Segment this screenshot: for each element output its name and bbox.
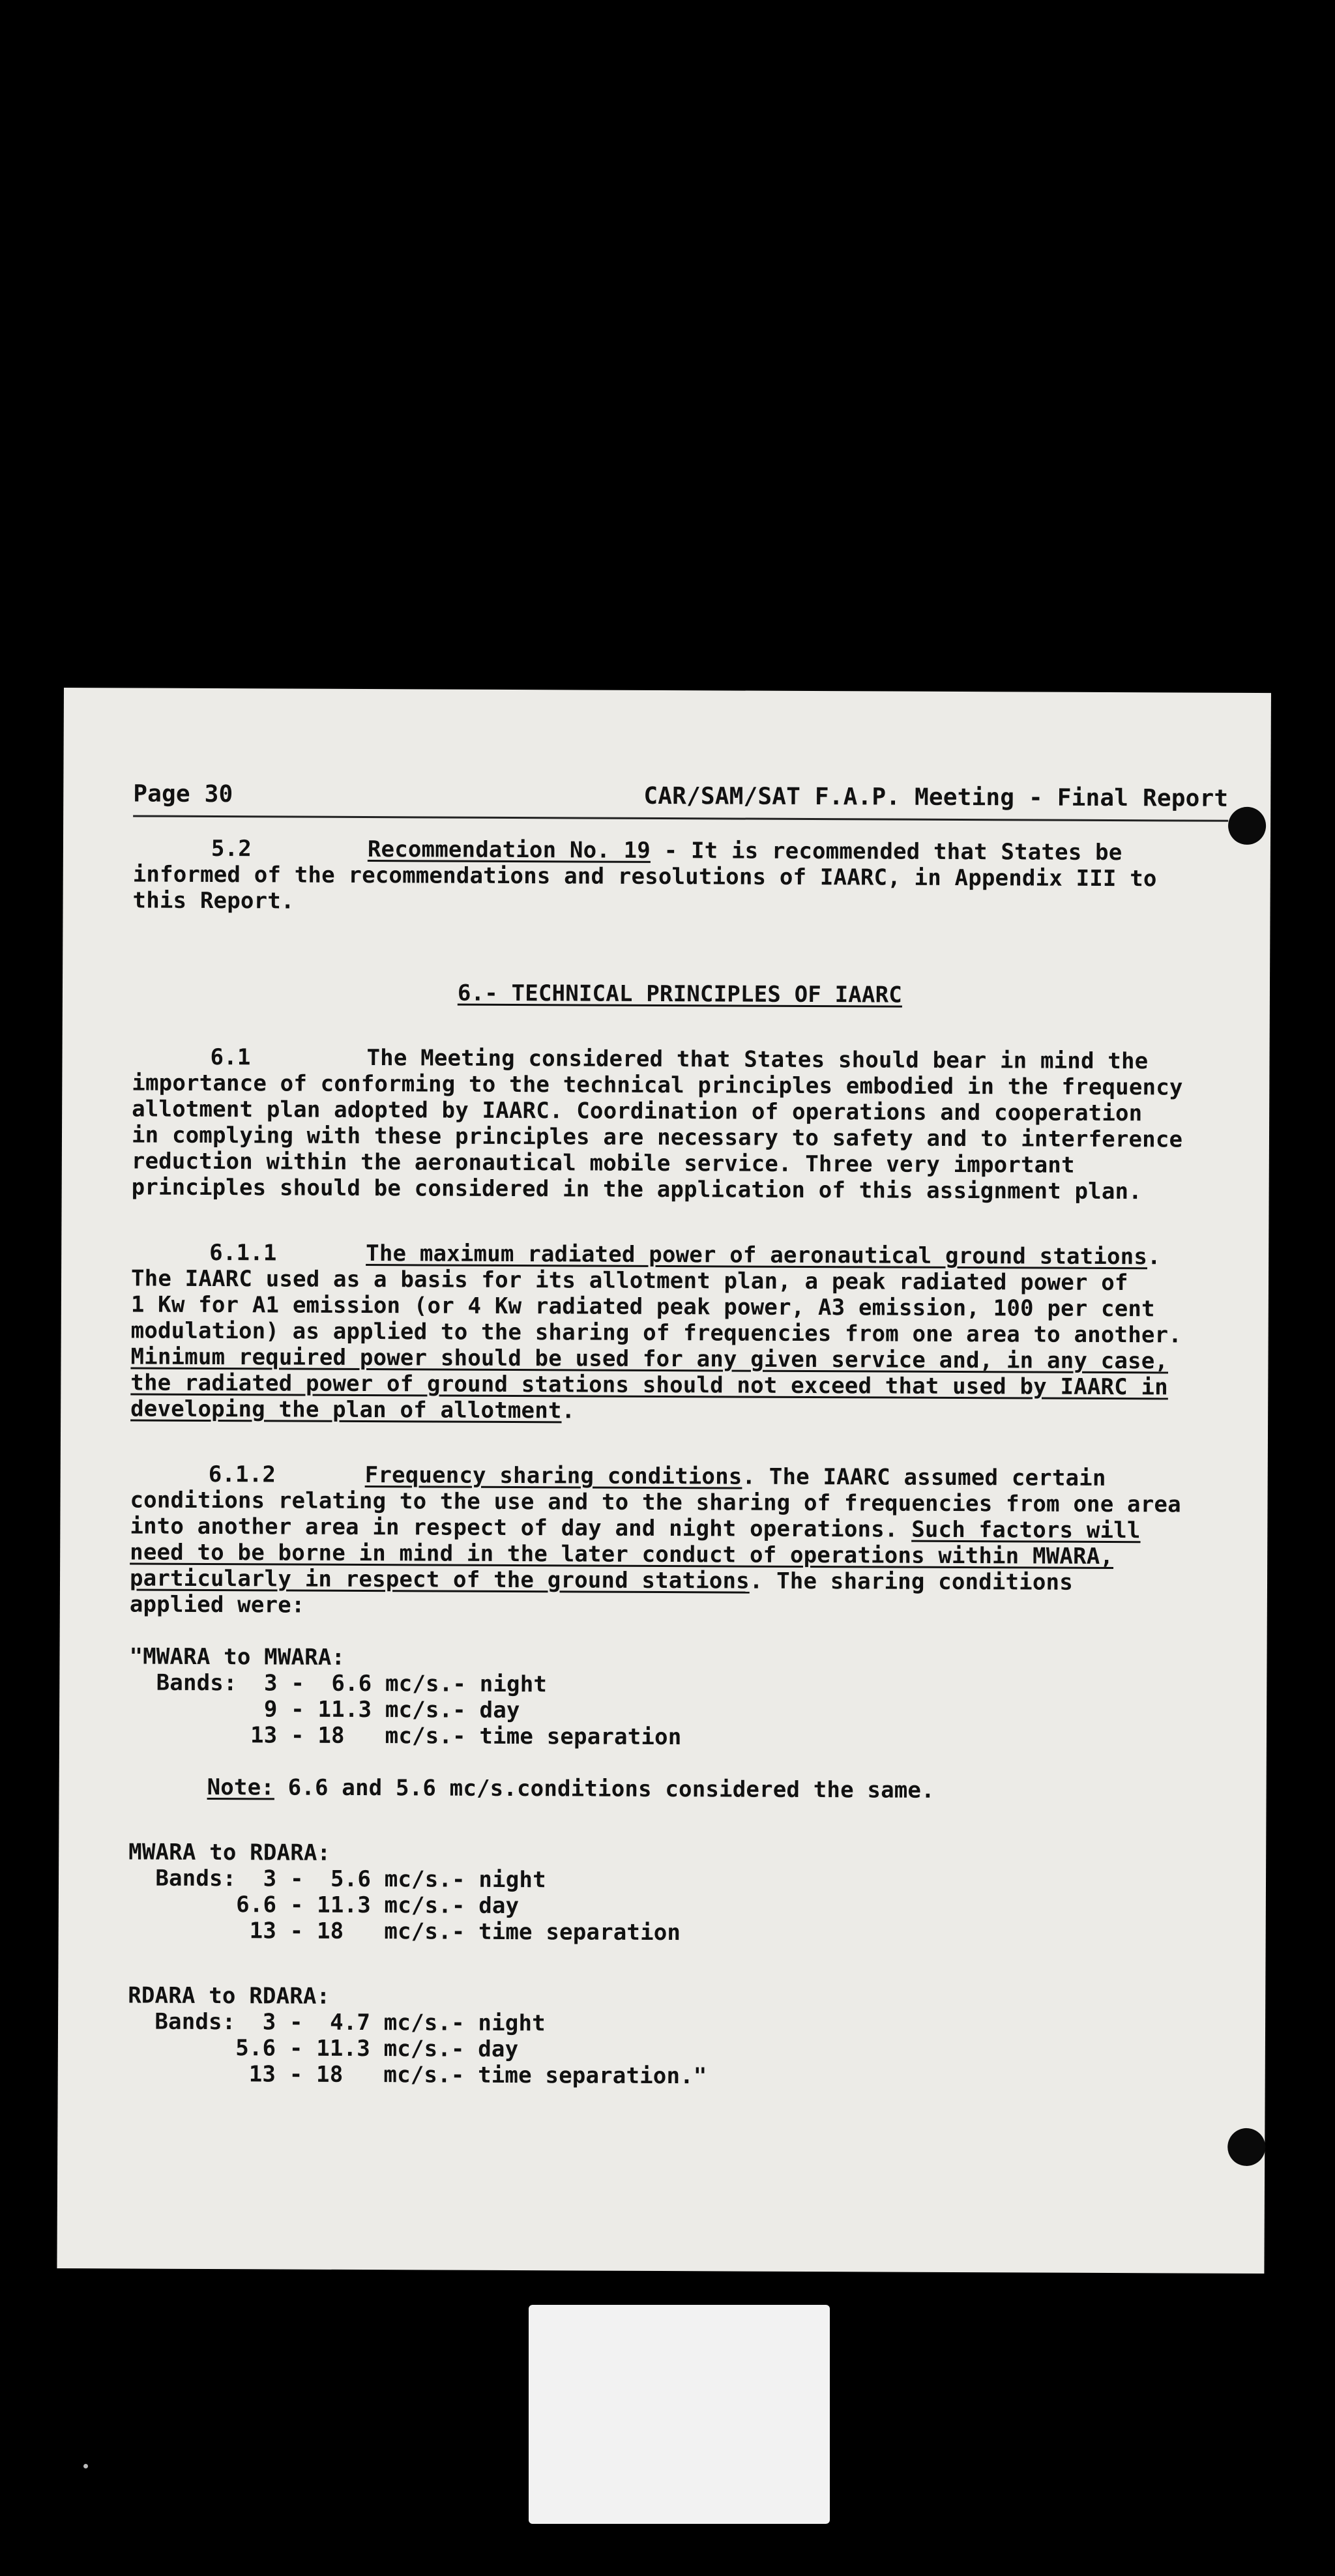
band-row: Bands: 3 - 4.7 mc/s.- night (127, 2008, 546, 2037)
note-label: Note: (207, 1774, 275, 1801)
text-line: The Meeting considered that States should bear in mind the (366, 1045, 1149, 1075)
band-row: 6.6 - 11.3 mc/s.- day (128, 1891, 520, 1920)
text-line: this Report. (132, 887, 295, 915)
sharing-table-mwara-mwara (129, 1643, 1225, 1804)
recommendation-title: Recommendation No. 19 (367, 836, 651, 864)
punctuation: . (742, 1463, 756, 1490)
dust-speck (83, 2464, 88, 2468)
recommendation-5-2 (132, 835, 1228, 918)
paragraph-number: 6.1.1 (209, 1239, 277, 1266)
text-line: importance of conforming to the technical principles embodied in the frequency (132, 1070, 1183, 1101)
underlined-line: need to be borne in mind in the later conduct of operations within MWARA, (130, 1539, 1114, 1570)
page-header (133, 781, 1228, 813)
note-text: 6.6 and 5.6 mc/s.conditions considered the same. (274, 1774, 935, 1804)
text-line: in complying with these principles are necessary to safety and to interference (131, 1122, 1183, 1153)
text-line: into another area in respect of day and night operations. (130, 1513, 912, 1543)
text-line: modulation) as applied to the sharing of frequencies from one area to another. (130, 1317, 1182, 1349)
paragraph-number: 6.1.2 (208, 1461, 276, 1488)
text-line: . The sharing conditions (749, 1568, 1074, 1596)
text-line: reduction within the aeronautical mobile service. Three very important (131, 1148, 1075, 1178)
band-row: 13 - 18 mc/s.- time separation (128, 1721, 682, 1751)
underlined-text: particularly in respect of the ground stations (129, 1565, 750, 1594)
text-line: informed of the recommendations and resolutions of IAARC, in Appendix III to (132, 861, 1157, 892)
text-line: 1 Kw for A1 emission (or 4 Kw radiated peak power, A3 emission, 100 per cent (130, 1291, 1155, 1323)
section-heading: 6.- TECHNICAL PRINCIPLES OF IAARC (457, 980, 903, 1008)
sharing-table-rdara-rdara (128, 1982, 1224, 2091)
recommendation-number: 5.2 (211, 835, 252, 862)
text-line: principles should be considered in the application of this assignment plan. (131, 1174, 1142, 1205)
underlined-line: the radiated power of ground stations should not exceed that used by IAARC in (130, 1369, 1168, 1401)
band-row: Bands: 3 - 5.6 mc/s.- night (128, 1865, 546, 1894)
punch-hole-top (1228, 807, 1266, 845)
band-row: Bands: 3 - 6.6 mc/s.- night (129, 1669, 548, 1698)
paragraph-title: Frequency sharing conditions (364, 1462, 742, 1490)
table-heading: "MWARA to MWARA: (129, 1643, 345, 1671)
underlined-line: Minimum required power should be used for any given service and, in any case, (130, 1343, 1169, 1375)
text-line: applied were: (129, 1591, 305, 1618)
text-line: The IAARC assumed certain (756, 1463, 1106, 1491)
paragraph-title: The maximum radiated power of aeronautical ground stations (366, 1240, 1148, 1270)
report-title: CAR/SAM/SAT F.A.P. Meeting - Final Report (643, 782, 1229, 812)
page-number: Page 30 (133, 780, 233, 808)
text-line: conditions relating to the use and to the sharing of frequencies from one area (130, 1487, 1181, 1518)
text-line: - It is recommended that States be (650, 837, 1122, 866)
text-line: allotment plan adopted by IAARC. Coordination of operations and cooperation (132, 1096, 1143, 1127)
underlined-line: developing the plan of allotment (130, 1396, 562, 1424)
paragraph-6-1-2 (130, 1461, 1225, 1622)
band-row: 13 - 18 mc/s.- time separation." (127, 2060, 707, 2090)
table-heading: RDARA to RDARA: (128, 1982, 330, 2010)
band-row: 9 - 11.3 mc/s.- day (129, 1695, 520, 1724)
band-row: 5.6 - 11.3 mc/s.- day (127, 2034, 519, 2063)
header-rule (133, 815, 1228, 821)
band-row: 13 - 18 mc/s.- time separation (128, 1917, 681, 1946)
sharing-table-mwara-rdara (128, 1839, 1224, 1948)
document-text (128, 781, 1229, 2091)
document-page (57, 688, 1271, 2274)
underlined-text: Such factors will (911, 1516, 1141, 1544)
paragraph-number: 6.1 (210, 1044, 251, 1071)
paragraph-6-1-1 (130, 1239, 1226, 1426)
punctuation: . (561, 1398, 576, 1424)
table-heading: MWARA to RDARA: (128, 1839, 331, 1866)
text-line: The IAARC used as a basis for its allotment plan, a peak radiated power of (130, 1265, 1128, 1296)
blank-paper-slip (529, 2305, 830, 2524)
punctuation: . (1147, 1244, 1161, 1270)
punch-hole-bottom (1227, 2128, 1265, 2166)
paragraph-6-1 (132, 1044, 1227, 1205)
